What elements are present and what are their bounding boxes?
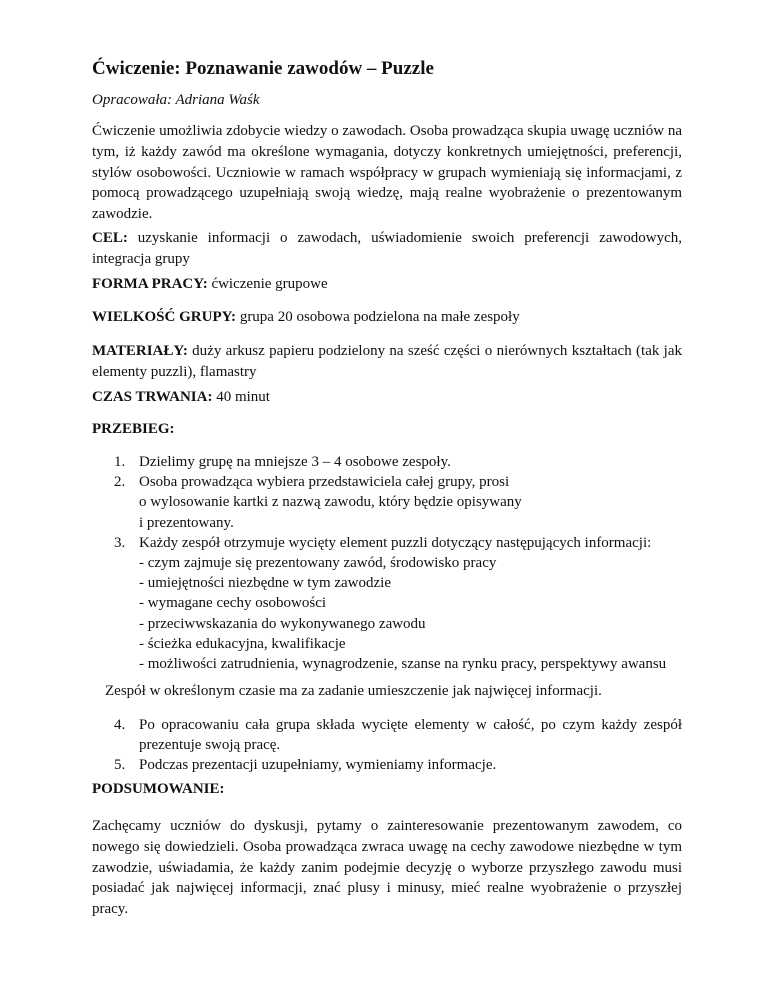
summary-paragraph: Zachęcamy uczniów do dyskusji, pytamy o zainteresowanie prezentowanym zawodem, co nowego się dowiedzieli. Osoba prowadząca zwraca uwagę na cechy zawodowe niezbędne w tym zawodzie, uświadamia, że każdy zanim podejmie decyzję o wyborze przyszłego zawodu musi posiadać jak najwięcej informacji, znać plusy i minusy, mieć realne wyobrażenie o przyszłej pracy.: [92, 818, 682, 918]
list-number: 4.: [114, 717, 126, 733]
duration-label: CZAS TRWANIA:: [92, 389, 213, 405]
procedure-list-2: [92, 715, 682, 776]
list-item-line: Osoba prowadząca wybiera przedstawiciela całej grupy, prosi: [139, 474, 510, 491]
procedure-list-1: [92, 452, 682, 674]
goal-label: CEL:: [92, 230, 128, 246]
list-number: 5.: [114, 757, 126, 774]
list-item-line: i prezentowany.: [139, 514, 234, 531]
list-number: 3.: [114, 534, 126, 551]
sub-item: - umiejętności niezbędne w tym zawodzie: [139, 575, 391, 592]
list-item-text: Po opracowaniu cała grupa składa wycięte elementy w całość, po czym każdy zespół prezentuje swoją pracę.: [139, 717, 682, 754]
list-item: [92, 452, 682, 472]
duration-text: 40 minut: [212, 389, 270, 405]
work-form-label: FORMA PRACY:: [92, 276, 208, 292]
list-item: [92, 533, 682, 674]
list-item: [92, 715, 682, 755]
sub-item: - przeciwwskazania do wykonywanego zawodu: [139, 615, 426, 632]
goal-text: uzyskanie informacji o zawodach, uświadomienie swoich preferencji zawodowych, integracja grupy: [92, 230, 682, 267]
group-size-text: grupa 20 osobowa podzielona na małe zespoły: [236, 309, 520, 325]
work-form-text: ćwiczenie grupowe: [207, 276, 328, 292]
sub-item: - czym zajmuje się prezentowany zawód, środowisko pracy: [139, 555, 497, 572]
list-item-text: Każdy zespół otrzymuje wycięty element puzzli dotyczący następujących informacji:: [139, 534, 652, 551]
list-item-text: Dzielimy grupę na mniejsze 3 – 4 osobowe zespoły.: [139, 454, 451, 470]
goal-section: [92, 228, 682, 270]
procedure-heading: PRZEBIEG:: [92, 421, 175, 437]
summary-heading: PODSUMOWANIE:: [92, 781, 225, 797]
group-size-label: WIELKOŚĆ GRUPY:: [92, 309, 237, 325]
materials-label: MATERIAŁY:: [92, 343, 188, 359]
list-item-text: Podczas prezentacji uzupełniamy, wymieniamy informacje.: [139, 757, 497, 774]
author-line: Opracowała: Adriana Waśk: [92, 92, 260, 108]
middle-paragraph: Zespół w określonym czasie ma za zadanie umieszczenie jak najwięcej informacji.: [105, 683, 602, 699]
work-form-section: [92, 276, 328, 293]
duration-section: [92, 389, 270, 406]
sub-item: - ścieżka edukacyjna, kwalifikacje: [139, 635, 346, 652]
materials-section: [92, 341, 682, 383]
document-title: Ćwiczenie: Poznawanie zawodów – Puzzle: [92, 58, 434, 79]
sub-item: - możliwości zatrudnienia, wynagrodzenie, szanse na rynku pracy, perspektywy awansu: [139, 656, 667, 673]
list-item: [92, 472, 682, 533]
list-number: 1.: [114, 454, 126, 470]
list-number: 2.: [114, 474, 126, 491]
list-item: [92, 755, 682, 775]
list-item-line: o wylosowanie kartki z nazwą zawodu, który będzie opisywany: [139, 494, 522, 511]
materials-text: duży arkusz papieru podzielony na sześć części o nierównych kształtach (tak jak elementy puzzli), flamastry: [92, 343, 682, 380]
sub-item: - wymagane cechy osobowości: [139, 595, 327, 612]
group-size-section: [92, 309, 520, 326]
intro-paragraph: Ćwiczenie umożliwia zdobycie wiedzy o zawodach. Osoba prowadząca skupia uwagę uczniów na tym, iż każdy zawód ma określone wymagania, dotyczy konkretnych umiejętności, preferencji, stylów osobowości. Uczniowie w ramach współpracy w grupach wymieniają się informacjami, z pomocą prowadzącego uzupełniają swoją wiedzę, mają realne wyobrażenie o prezentowanym zawodzie.: [92, 123, 682, 223]
